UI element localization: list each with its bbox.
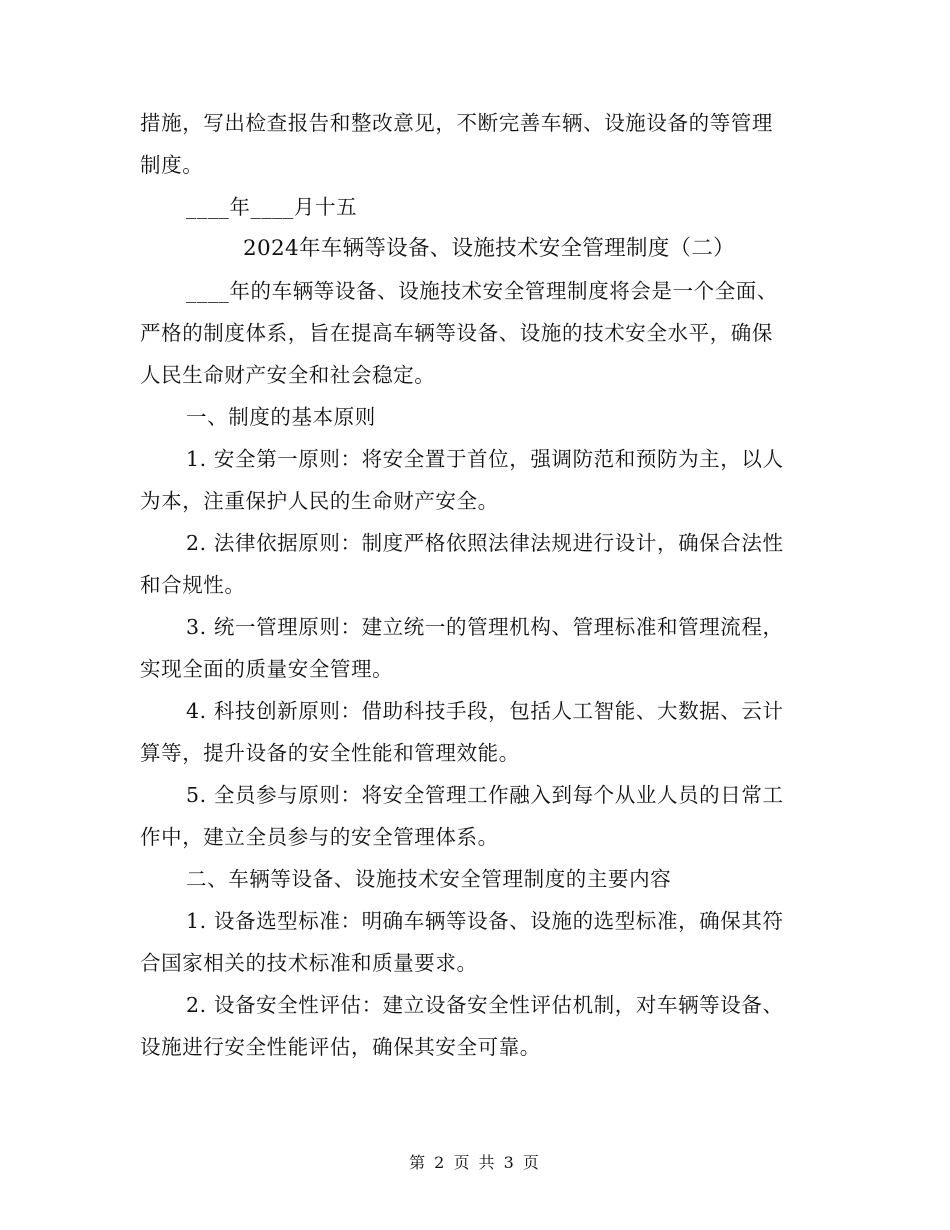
list-item: 2. 法律依据原则：制度严格依照法律法规进行设计，确保合法性	[186, 531, 784, 555]
list-item-continuation: 实现全面的质量安全管理。	[140, 657, 394, 681]
text-line: 严格的制度体系，旨在提高车辆等设备、设施的技术安全水平，确保	[140, 321, 773, 345]
date-line: ____年____月十五	[186, 195, 358, 219]
list-item-continuation: 设施进行安全性能评估，确保其安全可靠。	[140, 1035, 541, 1059]
list-item: 2. 设备安全性评估：建立设备安全性评估机制，对车辆等设备、	[186, 993, 784, 1017]
list-item: 1. 安全第一原则：将安全置于首位，强调防范和预防为主，以人	[186, 447, 784, 471]
list-item-continuation: 算等，提升设备的安全性能和管理效能。	[140, 741, 520, 765]
section-heading: 二、车辆等设备、设施技术安全管理制度的主要内容	[186, 867, 672, 891]
text-line: ____年的车辆等设备、设施技术安全管理制度将会是一个全面、	[186, 279, 778, 303]
list-item: 5. 全员参与原则：将安全管理工作融入到每个从业人员的日常工	[186, 783, 784, 807]
section-title: 2024年车辆等设备、设施技术安全管理制度（二）	[243, 236, 735, 261]
list-item: 3. 统一管理原则：建立统一的管理机构、管理标准和管理流程，	[186, 615, 784, 639]
document-body	[140, 102, 808, 1068]
section-heading: 一、制度的基本原则	[186, 405, 376, 429]
page-number-footer: 第 2 页 共 3 页	[409, 1153, 541, 1172]
list-item: 4. 科技创新原则：借助科技手段，包括人工智能、大数据、云计	[186, 699, 784, 723]
list-item-continuation: 作中，建立全员参与的安全管理体系。	[140, 825, 499, 849]
list-item-continuation: 为本，注重保护人民的生命财产安全。	[140, 489, 499, 513]
list-item: 1. 设备选型标准：明确车辆等设备、设施的选型标准，确保其符	[186, 909, 784, 933]
list-item-continuation: 和合规性。	[140, 573, 246, 597]
text-line: 制度。	[140, 153, 204, 177]
text-line: 措施，写出检查报告和整改意见，不断完善车辆、设施设备的等管理	[140, 111, 773, 135]
text-line: 人民生命财产安全和社会稳定。	[140, 363, 436, 387]
list-item-continuation: 合国家相关的技术标准和质量要求。	[140, 951, 478, 975]
